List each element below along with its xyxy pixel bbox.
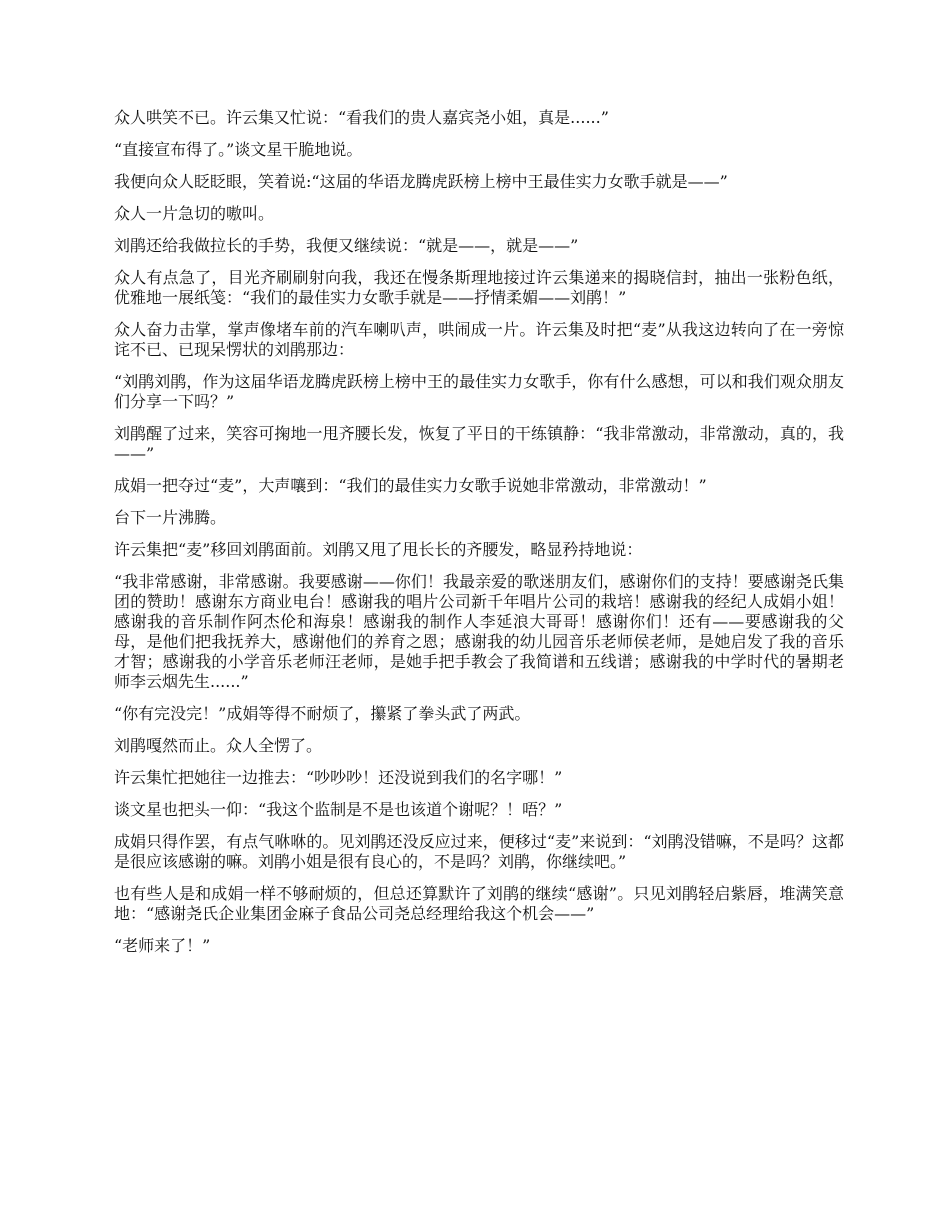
paragraph-11: 台下一片沸腾。 [114, 508, 227, 527]
paragraph-8: “刘鹃刘鹃，作为这届华语龙腾虎跃榜上榜中王的最佳实力女歌手，你有什么感想，可以和我们观众朋友们分享一下吗？” [114, 372, 844, 411]
paragraph-17: 谈文星也把头一仰：“我这个监制是不是也该道个谢呢？！唔？” [114, 800, 563, 819]
paragraph-10: 成娟一把夺过“麦”，大声嚷到：“我们的最佳实力女歌手说她非常激动，非常激动！” [114, 476, 707, 495]
paragraph-2: “直接宣布得了。”谈文星干脆地说。 [114, 140, 363, 159]
paragraph-9: 刘鹃醒了过来，笑容可掬地一甩齐腰长发，恢复了平日的干练镇静：“我非常激动，非常激动，真的，我——” [114, 424, 844, 463]
paragraph-7: 众人奋力击掌，掌声像堵车前的汽车喇叭声，哄闹成一片。许云集及时把“麦”从我这边转向了在一旁惊诧不已、已现呆愣状的刘鹃那边： [114, 320, 844, 359]
paragraph-6: 众人有点急了，目光齐刷刷射向我，我还在慢条斯理地接过许云集递来的揭晓信封，抽出一张粉色纸，优雅地一展纸笺：“我们的最佳实力女歌手就是——抒情柔媚——刘鹃！” [114, 268, 844, 307]
paragraph-1: 众人哄笑不已。许云集又忙说：“看我们的贵人嘉宾尧小姐，真是......” [114, 108, 609, 127]
paragraph-20: “老师来了！” [114, 936, 211, 955]
paragraph-19: 也有些人是和成娟一样不够耐烦的，但总还算默许了刘鹃的继续“感谢”。只见刘鹃轻启紫唇，堆满笑意地：“感谢尧氏企业集团金麻子食品公司尧总经理给我这个机会——” [114, 884, 844, 923]
paragraph-15: 刘鹃嘎然而止。众人全愣了。 [114, 736, 323, 755]
paragraph-14: “你有完没完！”成娟等得不耐烦了，攥紧了拳头武了两武。 [114, 704, 531, 723]
paragraph-3: 我便向众人眨眨眼，笑着说:“这届的华语龙腾虎跃榜上榜中王最佳实力女歌手就是——” [114, 172, 728, 191]
paragraph-18: 成娟只得作罢，有点气咻咻的。见刘鹃还没反应过来，便移过“麦”来说到：“刘鹃没错嘛，不是吗？这都是很应该感谢的嘛。刘鹃小姐是很有良心的，不是吗？刘鹃，你继续吧。” [114, 832, 844, 871]
paragraph-4: 众人一片急切的嗷叫。 [114, 204, 275, 223]
document-body [114, 108, 844, 968]
paragraph-16: 许云集忙把她往一边推去：“吵吵吵！还没说到我们的名字哪！” [114, 768, 563, 787]
paragraph-5: 刘鹃还给我做拉长的手势，我便又继续说：“就是——，就是——” [114, 236, 579, 255]
paragraph-12: 许云集把“麦”移回刘鹃面前。刘鹃又甩了甩长长的齐腰发，略显矜持地说： [114, 540, 643, 559]
paragraph-13: “我非常感谢，非常感谢。我要感谢——你们！我最亲爱的歌迷朋友们，感谢你们的支持！要感谢尧氏集团的赞助！感谢东方商业电台！感谢我的唱片公司新千年唱片公司的栽培！感谢我的经纪人成娟小姐！感谢我的音乐制作阿杰伦和海泉！感谢我的制作人李延浪大哥哥！感谢你们！还有——要感谢我的父母，是他们把我抚养大，感谢他们的养育之恩；感谢我的幼儿园音乐老师侯老师，是她启发了我的音乐才智；感谢我的小学音乐老师汪老师，是她手把手教会了我简谱和五线谱；感谢我的中学时代的暑期老师李云烟先生......” [114, 572, 844, 691]
